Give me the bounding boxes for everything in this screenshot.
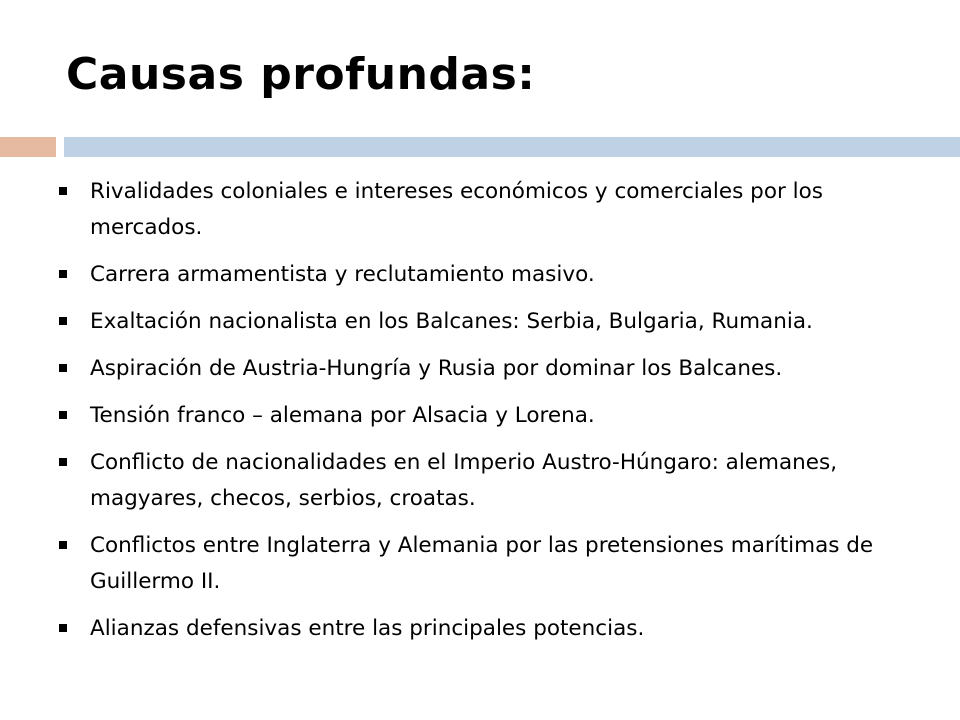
bullet-text: Carrera armamentista y reclutamiento masivo.	[90, 262, 595, 287]
bullet-text: Exaltación nacionalista en los Balcanes: Serbia, Bulgaria, Rumania.	[90, 309, 813, 334]
bullet-item	[56, 304, 916, 340]
bullet-text: Rivalidades coloniales e intereses económicos y comerciales por los mercados.	[90, 179, 823, 240]
bullet-list	[56, 174, 916, 658]
bullet-item	[56, 351, 916, 387]
title-accent-bar	[0, 137, 56, 157]
bullet-item	[56, 445, 916, 517]
bullet-item	[56, 174, 916, 246]
square-bullet-icon	[59, 187, 67, 195]
bullet-item	[56, 398, 916, 434]
square-bullet-icon	[59, 624, 67, 632]
bullet-text: Conflicto de nacionalidades en el Imperio Austro-Húngaro: alemanes, magyares, checos, serbios, croatas.	[90, 450, 838, 511]
bullet-item	[56, 257, 916, 293]
square-bullet-icon	[59, 541, 67, 549]
square-bullet-icon	[59, 364, 67, 372]
bullet-item	[56, 528, 916, 600]
bullet-text: Tensión franco – alemana por Alsacia y Lorena.	[90, 403, 595, 428]
square-bullet-icon	[59, 458, 67, 466]
bullet-text: Aspiración de Austria-Hungría y Rusia por dominar los Balcanes.	[90, 356, 783, 381]
square-bullet-icon	[59, 411, 67, 419]
bullet-text: Alianzas defensivas entre las principales potencias.	[90, 616, 645, 641]
bullet-item	[56, 611, 916, 647]
slide-title: Causas profundas:	[66, 49, 536, 100]
square-bullet-icon	[59, 270, 67, 278]
bullet-text: Conflictos entre Inglaterra y Alemania por las pretensiones marítimas de Guillermo II.	[90, 533, 874, 594]
square-bullet-icon	[59, 317, 67, 325]
title-divider-bar	[64, 137, 960, 157]
